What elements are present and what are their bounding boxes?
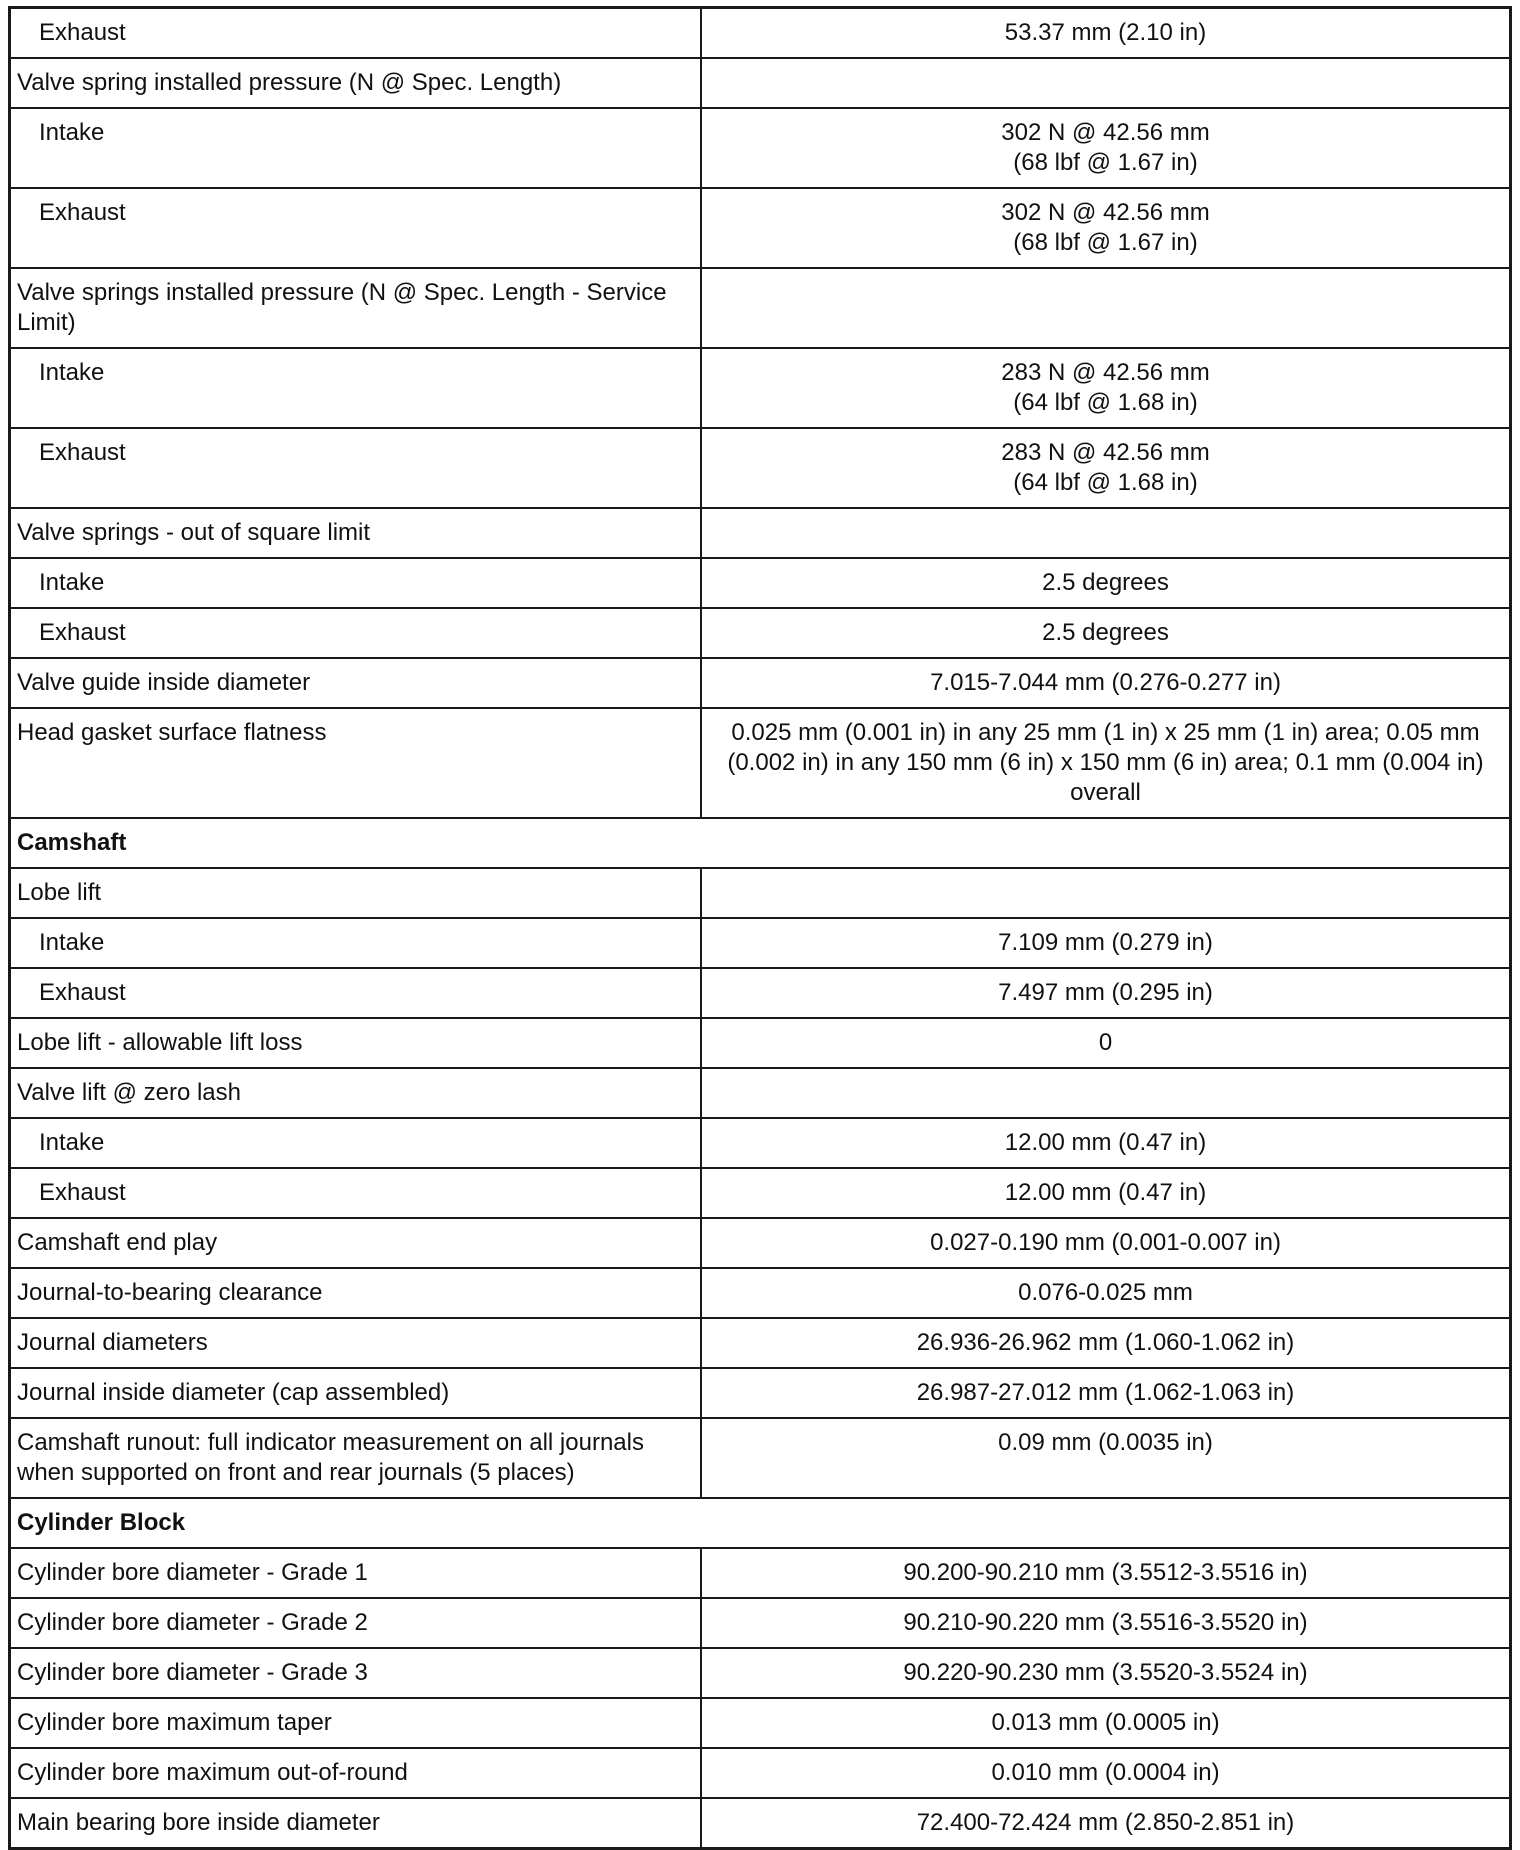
table-row (10, 508, 1511, 558)
section-header-row (10, 1498, 1511, 1548)
spec-value: 0.09 mm (0.0035 in) (701, 1418, 1511, 1498)
table-row (10, 1598, 1511, 1648)
table-row (10, 1698, 1511, 1748)
spec-label: Valve spring installed pressure (N @ Spec. Length) (10, 58, 702, 108)
spec-label: Cylinder bore maximum out-of-round (10, 1748, 702, 1798)
spec-value: 7.497 mm (0.295 in) (701, 968, 1511, 1018)
spec-value: 0.027-0.190 mm (0.001-0.007 in) (701, 1218, 1511, 1268)
table-row (10, 918, 1511, 968)
spec-label: Valve springs installed pressure (N @ Spec. Length - Service Limit) (10, 268, 702, 348)
spec-label: Exhaust (10, 188, 702, 268)
spec-label: Cylinder bore diameter - Grade 1 (10, 1548, 702, 1598)
spec-value: 7.015-7.044 mm (0.276-0.277 in) (701, 658, 1511, 708)
table-row (10, 1068, 1511, 1118)
table-row (10, 558, 1511, 608)
spec-label: Valve guide inside diameter (10, 658, 702, 708)
spec-value (701, 58, 1511, 108)
table-row (10, 608, 1511, 658)
section-header: Cylinder Block (10, 1498, 1511, 1548)
spec-value (701, 868, 1511, 918)
spec-label: Intake (10, 348, 702, 428)
spec-label: Intake (10, 918, 702, 968)
spec-label: Exhaust (10, 428, 702, 508)
spec-label: Exhaust (10, 8, 702, 59)
spec-value: 0.076-0.025 mm (701, 1268, 1511, 1318)
specification-table (8, 6, 1512, 1850)
spec-value: 2.5 degrees (701, 558, 1511, 608)
spec-value (701, 268, 1511, 348)
table-row (10, 708, 1511, 818)
spec-value: 26.936-26.962 mm (1.060-1.062 in) (701, 1318, 1511, 1368)
spec-value: 53.37 mm (2.10 in) (701, 8, 1511, 59)
table-row (10, 268, 1511, 348)
table-row (10, 1018, 1511, 1068)
spec-value: 283 N @ 42.56 mm (64 lbf @ 1.68 in) (701, 348, 1511, 428)
spec-value: 283 N @ 42.56 mm (64 lbf @ 1.68 in) (701, 428, 1511, 508)
spec-label: Journal inside diameter (cap assembled) (10, 1368, 702, 1418)
table-row (10, 1268, 1511, 1318)
spec-label: Camshaft end play (10, 1218, 702, 1268)
spec-value: 26.987-27.012 mm (1.062-1.063 in) (701, 1368, 1511, 1418)
table-row (10, 1118, 1511, 1168)
spec-value: 0.013 mm (0.0005 in) (701, 1698, 1511, 1748)
spec-value: 302 N @ 42.56 mm (68 lbf @ 1.67 in) (701, 188, 1511, 268)
table-row (10, 1218, 1511, 1268)
spec-value: 12.00 mm (0.47 in) (701, 1118, 1511, 1168)
spec-value: 12.00 mm (0.47 in) (701, 1168, 1511, 1218)
spec-label: Head gasket surface flatness (10, 708, 702, 818)
spec-value: 2.5 degrees (701, 608, 1511, 658)
table-row (10, 1368, 1511, 1418)
table-row (10, 1168, 1511, 1218)
spec-value: 72.400-72.424 mm (2.850-2.851 in) (701, 1798, 1511, 1849)
table-row (10, 8, 1511, 59)
spec-label: Camshaft runout: full indicator measurement on all journals when supported on front and rear journals (5 places) (10, 1418, 702, 1498)
spec-label: Valve lift @ zero lash (10, 1068, 702, 1118)
spec-value: 7.109 mm (0.279 in) (701, 918, 1511, 968)
spec-value: 302 N @ 42.56 mm (68 lbf @ 1.67 in) (701, 108, 1511, 188)
spec-value: 0 (701, 1018, 1511, 1068)
spec-label: Intake (10, 108, 702, 188)
table-row (10, 348, 1511, 428)
table-row (10, 1418, 1511, 1498)
spec-label: Lobe lift (10, 868, 702, 918)
table-row (10, 1798, 1511, 1849)
spec-value (701, 1068, 1511, 1118)
table-row (10, 658, 1511, 708)
spec-value: 0.010 mm (0.0004 in) (701, 1748, 1511, 1798)
spec-label: Journal diameters (10, 1318, 702, 1368)
table-row (10, 108, 1511, 188)
section-header: Camshaft (10, 818, 1511, 868)
spec-value (701, 508, 1511, 558)
table-row (10, 428, 1511, 508)
spec-label: Exhaust (10, 1168, 702, 1218)
spec-label: Cylinder bore diameter - Grade 2 (10, 1598, 702, 1648)
spec-label: Main bearing bore inside diameter (10, 1798, 702, 1849)
spec-label: Intake (10, 1118, 702, 1168)
spec-label: Intake (10, 558, 702, 608)
section-header-row (10, 818, 1511, 868)
spec-label: Journal-to-bearing clearance (10, 1268, 702, 1318)
spec-value: 90.220-90.230 mm (3.5520-3.5524 in) (701, 1648, 1511, 1698)
spec-label: Exhaust (10, 608, 702, 658)
table-row (10, 1748, 1511, 1798)
spec-label: Lobe lift - allowable lift loss (10, 1018, 702, 1068)
spec-label: Valve springs - out of square limit (10, 508, 702, 558)
specification-table-body (10, 8, 1511, 1849)
table-row (10, 1548, 1511, 1598)
spec-value: 90.210-90.220 mm (3.5516-3.5520 in) (701, 1598, 1511, 1648)
spec-label: Exhaust (10, 968, 702, 1018)
table-row (10, 1648, 1511, 1698)
spec-label: Cylinder bore maximum taper (10, 1698, 702, 1748)
table-row (10, 188, 1511, 268)
table-row (10, 58, 1511, 108)
spec-label: Cylinder bore diameter - Grade 3 (10, 1648, 702, 1698)
spec-value: 0.025 mm (0.001 in) in any 25 mm (1 in) x 25 mm (1 in) area; 0.05 mm (0.002 in) in any 150 mm (6 in) x 150 mm (6 in) area; 0.1 mm (0.004 in) overall (701, 708, 1511, 818)
table-row (10, 868, 1511, 918)
table-row (10, 968, 1511, 1018)
spec-value: 90.200-90.210 mm (3.5512-3.5516 in) (701, 1548, 1511, 1598)
table-row (10, 1318, 1511, 1368)
